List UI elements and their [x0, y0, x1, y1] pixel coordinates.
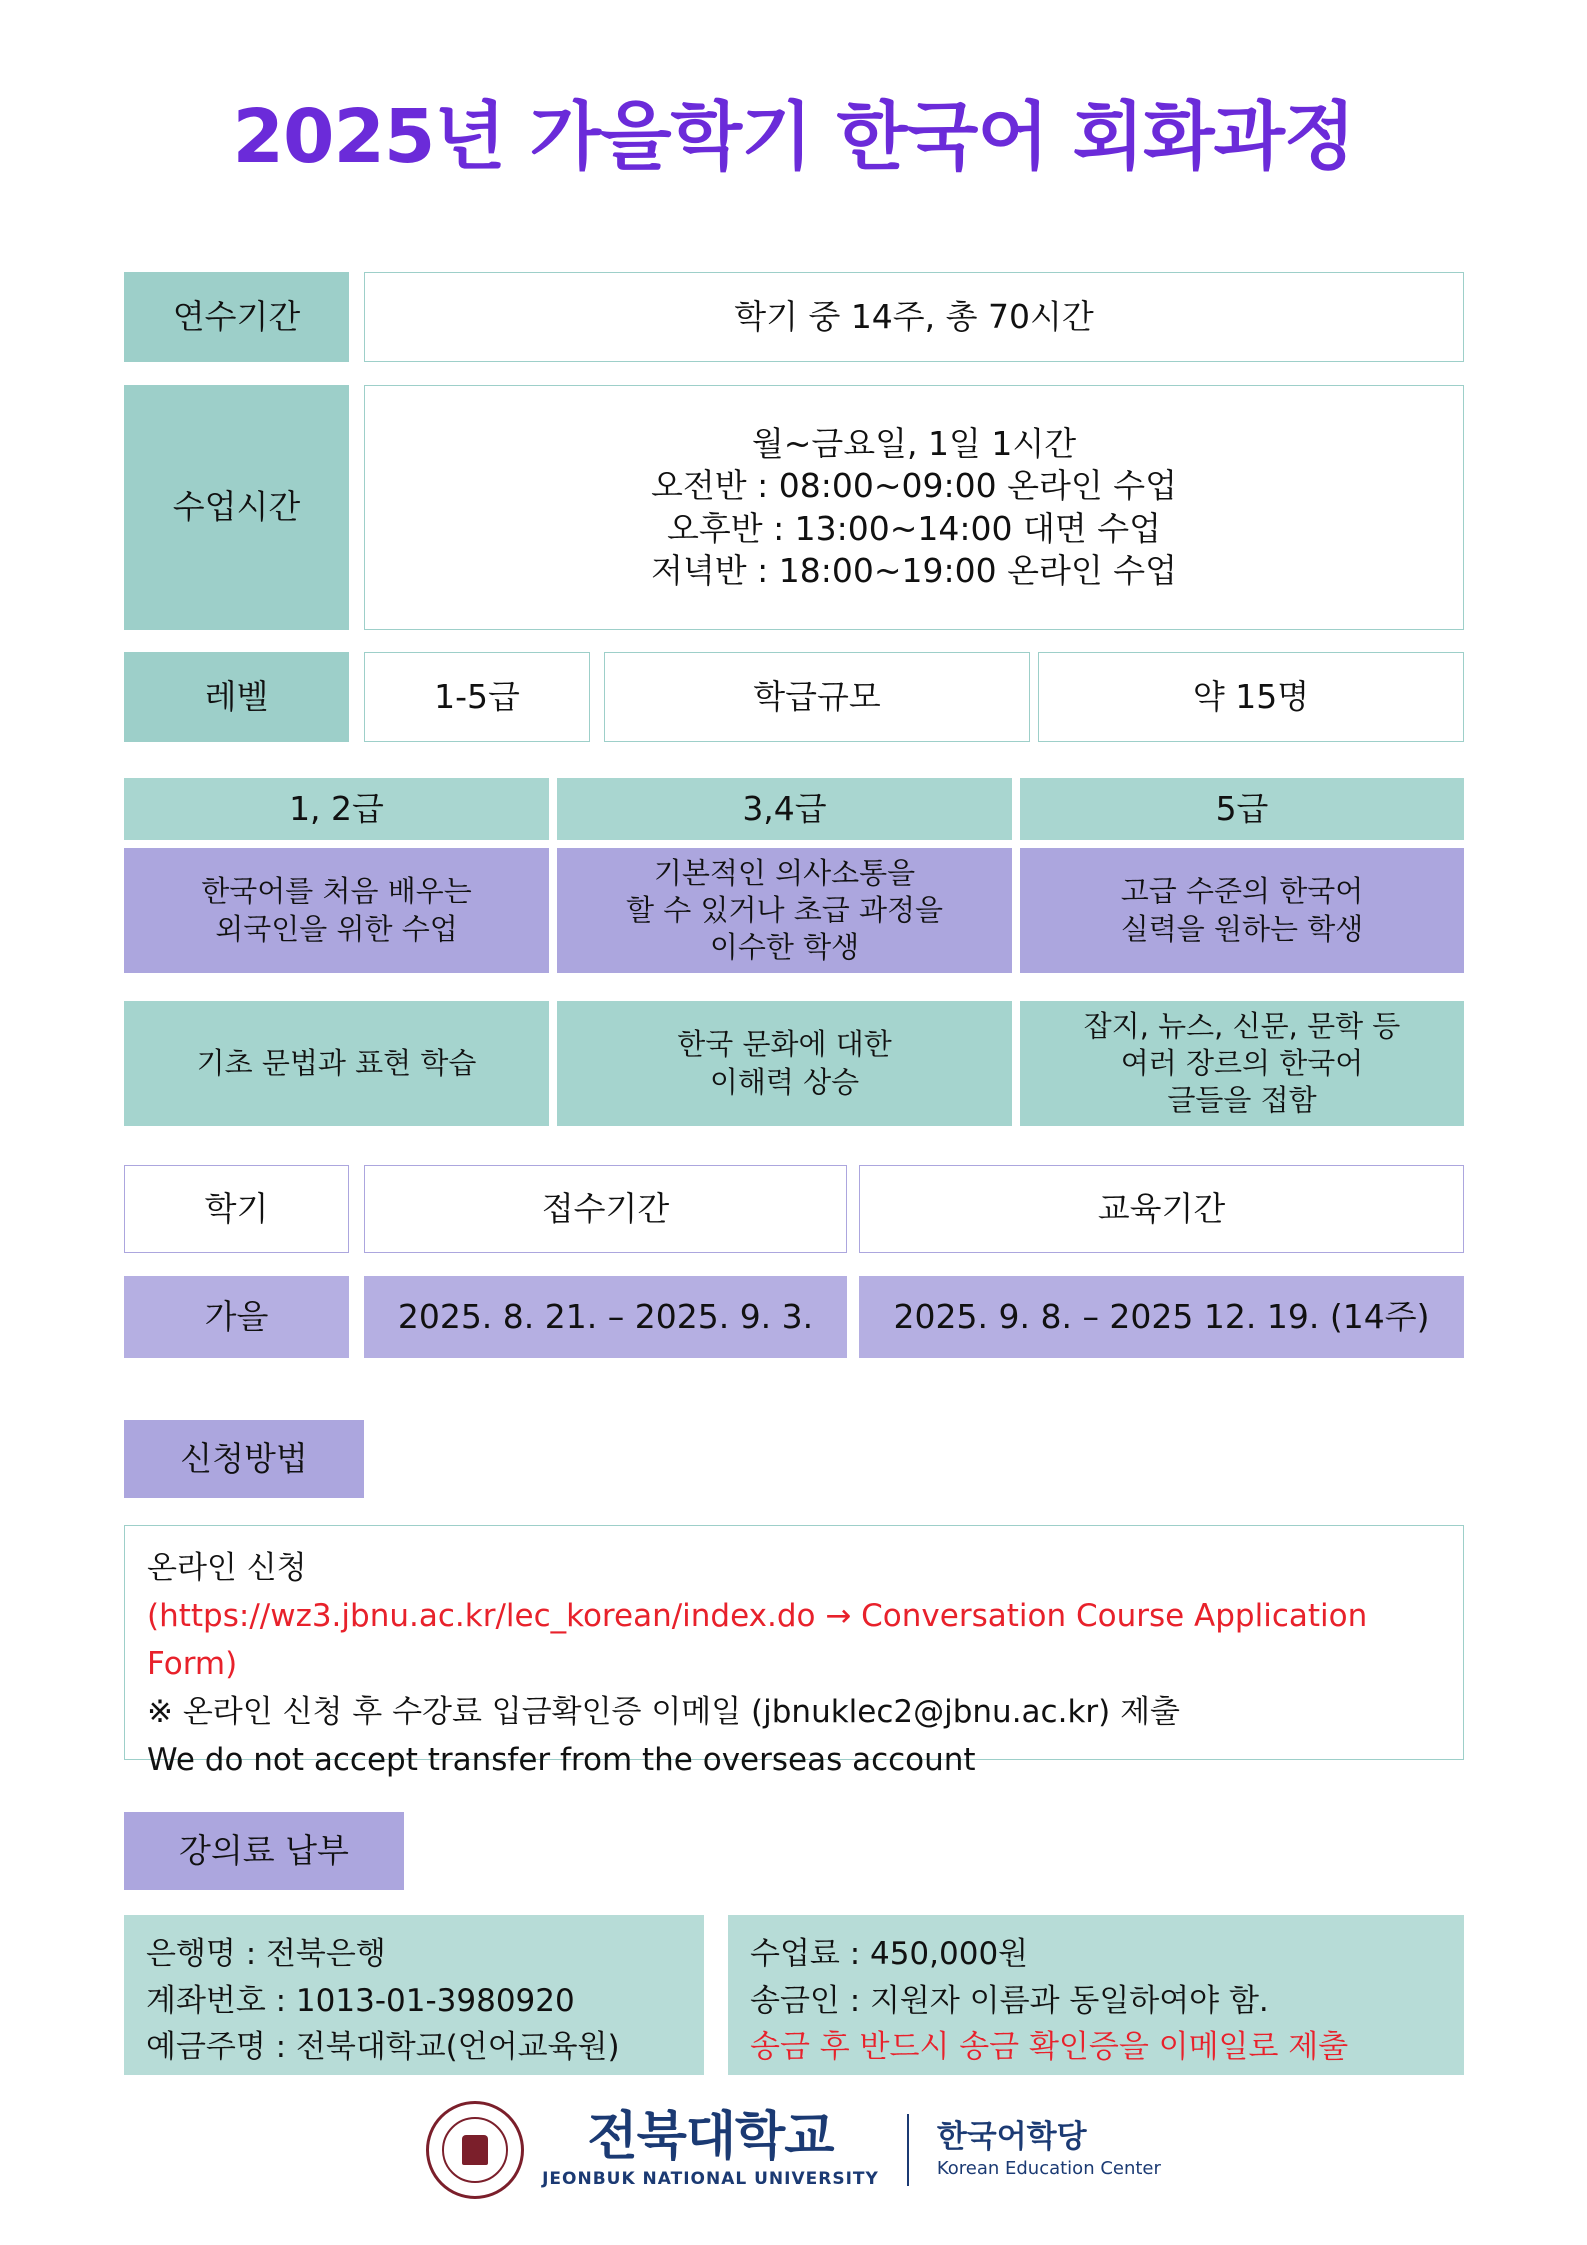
fee-warning: 송금 후 반드시 송금 확인증을 이메일로 제출 — [750, 2029, 1349, 2065]
level-header-1: 1, 2급 — [124, 778, 549, 840]
value-training-period: 학기 중 14주, 총 70시간 — [364, 272, 1464, 362]
level-header-3: 5급 — [1020, 778, 1464, 840]
level-content-3-line-3: 글들을 접함 — [1167, 1083, 1317, 1118]
apply-line-3: ※ 온라인 신청 후 수강료 입금확인증 이메일 (jbnuklec2@jbnu.ac.kr) 제출 — [147, 1694, 1180, 1731]
value-class-size: 약 15명 — [1038, 652, 1464, 742]
label-training-period: 연수기간 — [124, 272, 349, 362]
apply-info-box — [124, 1525, 1464, 1779]
label-class-time: 수업시간 — [124, 385, 349, 630]
schedule-header-education: 교육기간 — [859, 1165, 1464, 1253]
level-desc-3 — [1020, 848, 1464, 973]
level-header-2: 3,4급 — [557, 778, 1012, 840]
level-content-3-line-1: 잡지, 뉴스, 신문, 문학 등 — [1083, 1008, 1401, 1043]
level-desc-1-line-1: 한국어를 처음 배우는 — [201, 874, 472, 909]
label-apply-method: 신청방법 — [124, 1420, 364, 1498]
level-content-3 — [1020, 1001, 1464, 1126]
level-desc-1-line-2: 외국인을 위한 수업 — [215, 911, 458, 946]
center-name-ko: 한국어학당 — [936, 2118, 1087, 2155]
level-content-1-line-1: 기초 문법과 표현 학습 — [196, 1045, 477, 1080]
university-name-en: JEONBUK NATIONAL UNIVERSITY — [542, 2169, 879, 2189]
schedule-value-education: 2025. 9. 8. – 2025 12. 19. (14주) — [859, 1276, 1464, 1358]
bank-line-3: 예금주명 : 전북대학교(언어교육원) — [146, 2029, 620, 2065]
schedule-value-application: 2025. 8. 21. – 2025. 9. 3. — [364, 1276, 847, 1358]
label-level: 레벨 — [124, 652, 349, 742]
level-content-1 — [124, 1001, 549, 1126]
level-desc-2 — [557, 848, 1012, 973]
page-title: 2025년 가을학기 한국어 회화과정 — [232, 94, 1355, 180]
schedule-value-term: 가을 — [124, 1276, 349, 1358]
level-desc-2-line-3: 이수한 학생 — [709, 930, 860, 965]
label-payment: 강의료 납부 — [124, 1812, 404, 1890]
class-time-line-4: 저녁반 : 18:00~19:00 온라인 수업 — [651, 550, 1177, 590]
footer-logo — [0, 2090, 1587, 2210]
class-time-line-1: 월~금요일, 1일 1시간 — [751, 424, 1077, 464]
schedule-header-term: 학기 — [124, 1165, 349, 1253]
level-content-2 — [557, 1001, 1012, 1126]
level-desc-3-line-2: 실력을 원하는 학생 — [1120, 911, 1364, 946]
label-class-size: 학급규모 — [604, 652, 1030, 742]
bank-line-1: 은행명 : 전북은행 — [146, 1936, 386, 1972]
class-time-line-2: 오전반 : 08:00~09:00 온라인 수업 — [651, 466, 1177, 506]
bank-line-2: 계좌번호 : 1013-01-3980920 — [146, 1982, 575, 2019]
level-desc-3-line-1: 고급 수준의 한국어 — [1120, 874, 1364, 909]
apply-link-line[interactable]: (https://wz3.jbnu.ac.kr/lec_korean/index.do → Conversation Course Application Form) — [147, 1598, 1368, 1683]
level-desc-1 — [124, 848, 549, 973]
university-seal-icon — [426, 2101, 524, 2199]
class-time-line-3: 오후반 : 13:00~14:00 대면 수업 — [666, 508, 1162, 548]
center-name-en: Korean Education Center — [936, 2158, 1161, 2180]
value-level: 1-5급 — [364, 652, 590, 742]
footer-divider — [907, 2114, 909, 2186]
value-class-time — [364, 385, 1464, 630]
level-content-2-line-1: 한국 문화에 대한 — [677, 1027, 892, 1062]
level-content-3-line-2: 여러 장르의 한국어 — [1120, 1045, 1364, 1080]
university-name-ko: 전북대학교 — [587, 2107, 834, 2167]
apply-line-4: We do not accept transfer from the overseas account — [147, 1742, 976, 1779]
schedule-header-application: 접수기간 — [364, 1165, 847, 1253]
fee-line-2: 송금인 : 지원자 이름과 동일하여야 함. — [750, 1982, 1269, 2019]
bank-info-box — [124, 1915, 704, 2075]
level-desc-2-line-2: 할 수 있거나 초급 과정을 — [625, 892, 943, 927]
level-desc-2-line-1: 기본적인 의사소통을 — [653, 855, 916, 890]
level-content-2-line-2: 이해력 상승 — [709, 1064, 860, 1099]
fee-info-box — [728, 1915, 1464, 2075]
fee-line-1: 수업료 : 450,000원 — [750, 1936, 1029, 1972]
apply-line-1: 온라인 신청 — [147, 1550, 307, 1586]
